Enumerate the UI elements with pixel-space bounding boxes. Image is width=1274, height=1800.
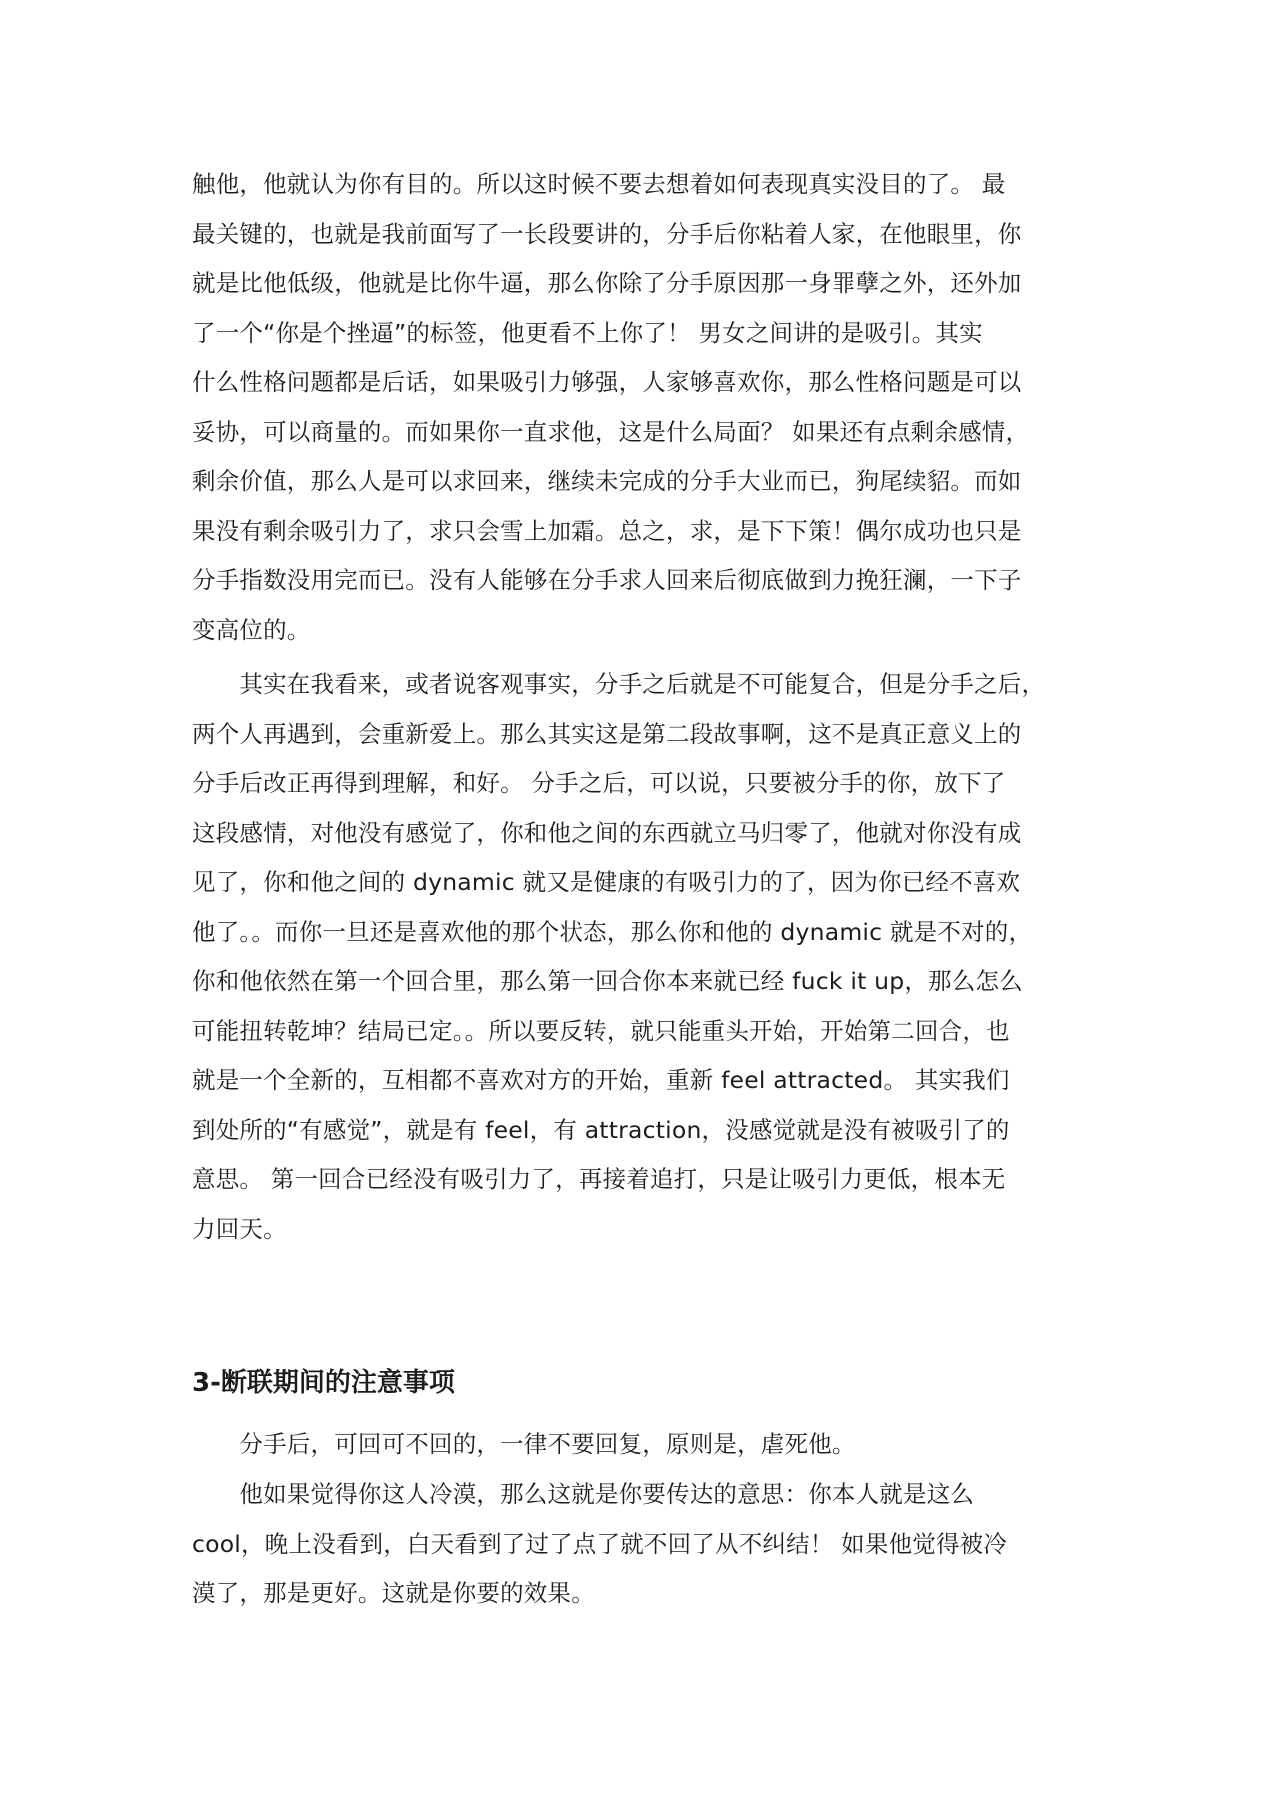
paragraph-no-reply [192, 1420, 1082, 1470]
text-line: 意思。 第一回合已经没有吸引力了，再接着追打，只是让吸引力更低，根本无 [192, 1165, 1006, 1193]
text-line: 两个人再遇到，会重新爱上。那么其实这是第二段故事啊，这不是真正意义上的 [192, 719, 1022, 748]
paragraph-breakup-pleading [192, 160, 1082, 655]
section-heading: 3-断联期间的注意事项 [192, 1368, 455, 1398]
text-line: 你和他依然在第一个回合里，那么第一回合你本来就已经 fuck it up，那么怎么 [192, 967, 1023, 995]
text-line: 了一个“你是个挫逼”的标签，他更看不上你了！ 男女之间讲的是吸引。其实 [192, 318, 983, 347]
text-line: 什么性格问题都是后话，如果吸引力够强，人家够喜欢你，那么性格问题是可以 [192, 368, 1022, 396]
text-line: 他了。。而你一旦还是喜欢他的那个状态，那么你和他的 dynamic 就是不对的， [192, 917, 1033, 946]
text-line: 他如果觉得你这人冷漠，那么这就是你要传达的意思：你本人就是这么 [192, 1480, 975, 1508]
text-line: 可能扭转乾坤？结局已定。。所以要反转，就只能重头开始，开始第二回合，也 [192, 1016, 1010, 1045]
text-line: 到处所的“有感觉”，就是有 feel，有 attraction，没感觉就是没有被吸引了的 [192, 1115, 1010, 1144]
text-line: cool，晚上没看到，白天看到了过了点了就不回了从不纠结！ 如果他觉得被冷 [192, 1529, 1008, 1558]
text-line: 妥协，可以商量的。而如果你一直求他，这是什么局面？ 如果还有点剩余感情， [192, 417, 1030, 446]
text-line: 剩余价值，那么人是可以求回来，继续未完成的分手大业而已，狗尾续貂。而如 [192, 467, 1022, 495]
text-line: 分手指数没用完而已。没有人能够在分手求人回来后彻底做到力挽狂澜，一下子 [192, 566, 1022, 594]
text-line: 这段感情，对他没有感觉了，你和他之间的东西就立马归零了，他就对你没有成 [192, 818, 1022, 847]
text-line: 果没有剩余吸引力了，求只会雪上加霜。总之，求，是下下策！偶尔成功也只是 [192, 516, 1022, 545]
text-line: 变高位的。 [192, 615, 311, 644]
paragraph-cold-attitude [192, 1470, 1082, 1619]
text-line: 分手后改正再得到理解，和好。 分手之后，可以说，只要被分手的你，放下了 [192, 769, 1006, 797]
text-line: 力回天。 [192, 1214, 287, 1243]
text-line: 漠了，那是更好。这就是你要的效果。 [192, 1579, 595, 1607]
text-line: 就是比他低级，他就是比你牛逼，那么你除了分手原因那一身罪孽之外，还外加 [192, 269, 1022, 297]
text-line: 其实在我看来，或者说客观事实，分手之后就是不可能复合，但是分手之后， [192, 670, 1046, 698]
text-line: 最关键的，也就是我前面写了一长段要讲的，分手后你粘着人家，在他眼里，你 [192, 219, 1022, 248]
text-line: 分手后，可回可不回的，一律不要回复，原则是，虐死他。 [192, 1430, 856, 1458]
text-line: 见了，你和他之间的 dynamic 就又是健康的有吸引力的了，因为你已经不喜欢 [192, 868, 1021, 896]
text-line: 触他，他就认为你有目的。所以这时候不要去想着如何表现真实没目的了。 最 [192, 170, 1006, 198]
paragraph-second-round [192, 660, 1082, 1254]
text-line: 就是一个全新的，互相都不喜欢对方的开始，重新 feel attracted。 其实我们 [192, 1066, 1010, 1094]
